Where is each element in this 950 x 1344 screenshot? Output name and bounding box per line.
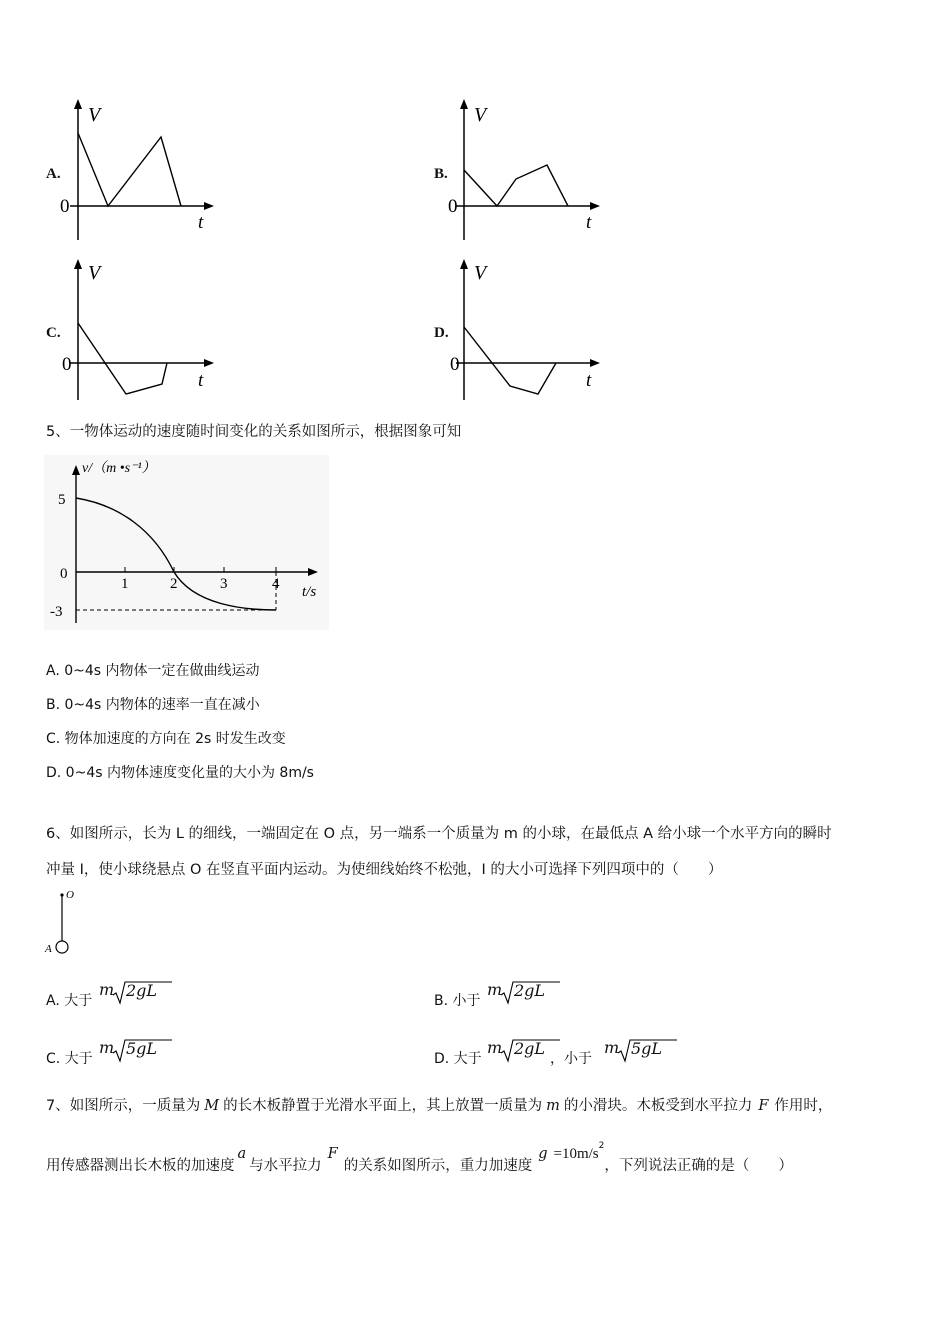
pendulum-figure <box>44 886 84 958</box>
x-tick-3: 3 <box>220 576 228 592</box>
graph-c <box>60 255 220 405</box>
origin-label: 0 <box>60 196 70 217</box>
q6-option-d: D. 大于 m 2gL ，小于 m 5gL <box>434 1038 694 1072</box>
y-axis-label: V <box>474 104 487 126</box>
y-tick-5: 5 <box>58 492 66 508</box>
question-6-line1: 6、如图所示，长为 L 的细线，一端固定在 O 点，另一端系一个质量为 m 的小球，在最低点 A 给小球一个水平方向的瞬时 <box>46 826 832 842</box>
x-tick-4: 4 <box>272 576 280 592</box>
y-axis-label: V <box>474 262 487 284</box>
q5-option-a: A. 0~4s 内物体一定在做曲线运动 <box>46 663 260 679</box>
q5-option-b: B. 0~4s 内物体的速率一直在减小 <box>46 697 260 713</box>
y-axis-label: V <box>88 262 101 284</box>
option-label: A. <box>46 166 61 182</box>
radicand: 5gL <box>631 1039 663 1058</box>
q5-option-c: C. 物体加速度的方向在 2s 时发生改变 <box>46 731 286 747</box>
radicand: 2gL <box>126 981 158 1000</box>
question-7-line2: 用传感器测出长木板的加速度a与水平拉力F的关系如图所示，重力加速度$g =10m/s^2$，下列说法正确的是（ ） <box>46 1141 793 1174</box>
question-6-line2: 冲量 I，使小球绕悬点 O 在竖直平面内运动。为使细线始终不松弛，I 的大小可选择下列四项中的（ ） <box>46 862 723 878</box>
x-tick-1: 1 <box>121 576 129 592</box>
point-a-label: A <box>45 943 52 955</box>
y-tick-0: 0 <box>60 566 68 582</box>
x-axis-label: t <box>198 370 204 391</box>
x-axis-label: t <box>586 212 592 233</box>
graph-b <box>446 95 606 245</box>
q5-option-d: D. 0~4s 内物体速度变化量的大小为 8m/s <box>46 765 314 781</box>
x-axis-label: t <box>198 212 204 233</box>
option-label: C. <box>46 325 61 341</box>
radicand: 2gL <box>514 1039 546 1058</box>
y-axis-label: V <box>88 104 101 126</box>
question-7-line1: 7、如图所示，一质量为 M 的长木板静置于光滑水平面上，其上放置一质量为 m 的小滑块。木板受到水平拉力 F 作用时， <box>46 1098 833 1114</box>
question-5-stem: 5、一物体运动的速度随时间变化的关系如图所示，根据图象可知 <box>46 424 462 440</box>
origin-label: 0 <box>450 354 460 375</box>
x-axis-label: t <box>586 370 592 391</box>
graph-a <box>60 95 220 245</box>
point-o-label: O <box>66 889 74 901</box>
y-tick-neg3: -3 <box>50 604 63 620</box>
radicand: 2gL <box>514 981 546 1000</box>
y-axis-label: v/（m •s⁻¹） <box>82 461 156 476</box>
origin-label: 0 <box>62 354 72 375</box>
x-tick-2: 2 <box>170 576 178 592</box>
graph-d <box>446 255 606 405</box>
velocity-time-chart <box>44 455 329 630</box>
origin-label: 0 <box>448 196 458 217</box>
x-axis-label: t/s <box>302 584 317 600</box>
option-label: D. <box>434 325 449 341</box>
option-label: B. <box>434 166 448 182</box>
radicand: 5gL <box>126 1039 158 1058</box>
